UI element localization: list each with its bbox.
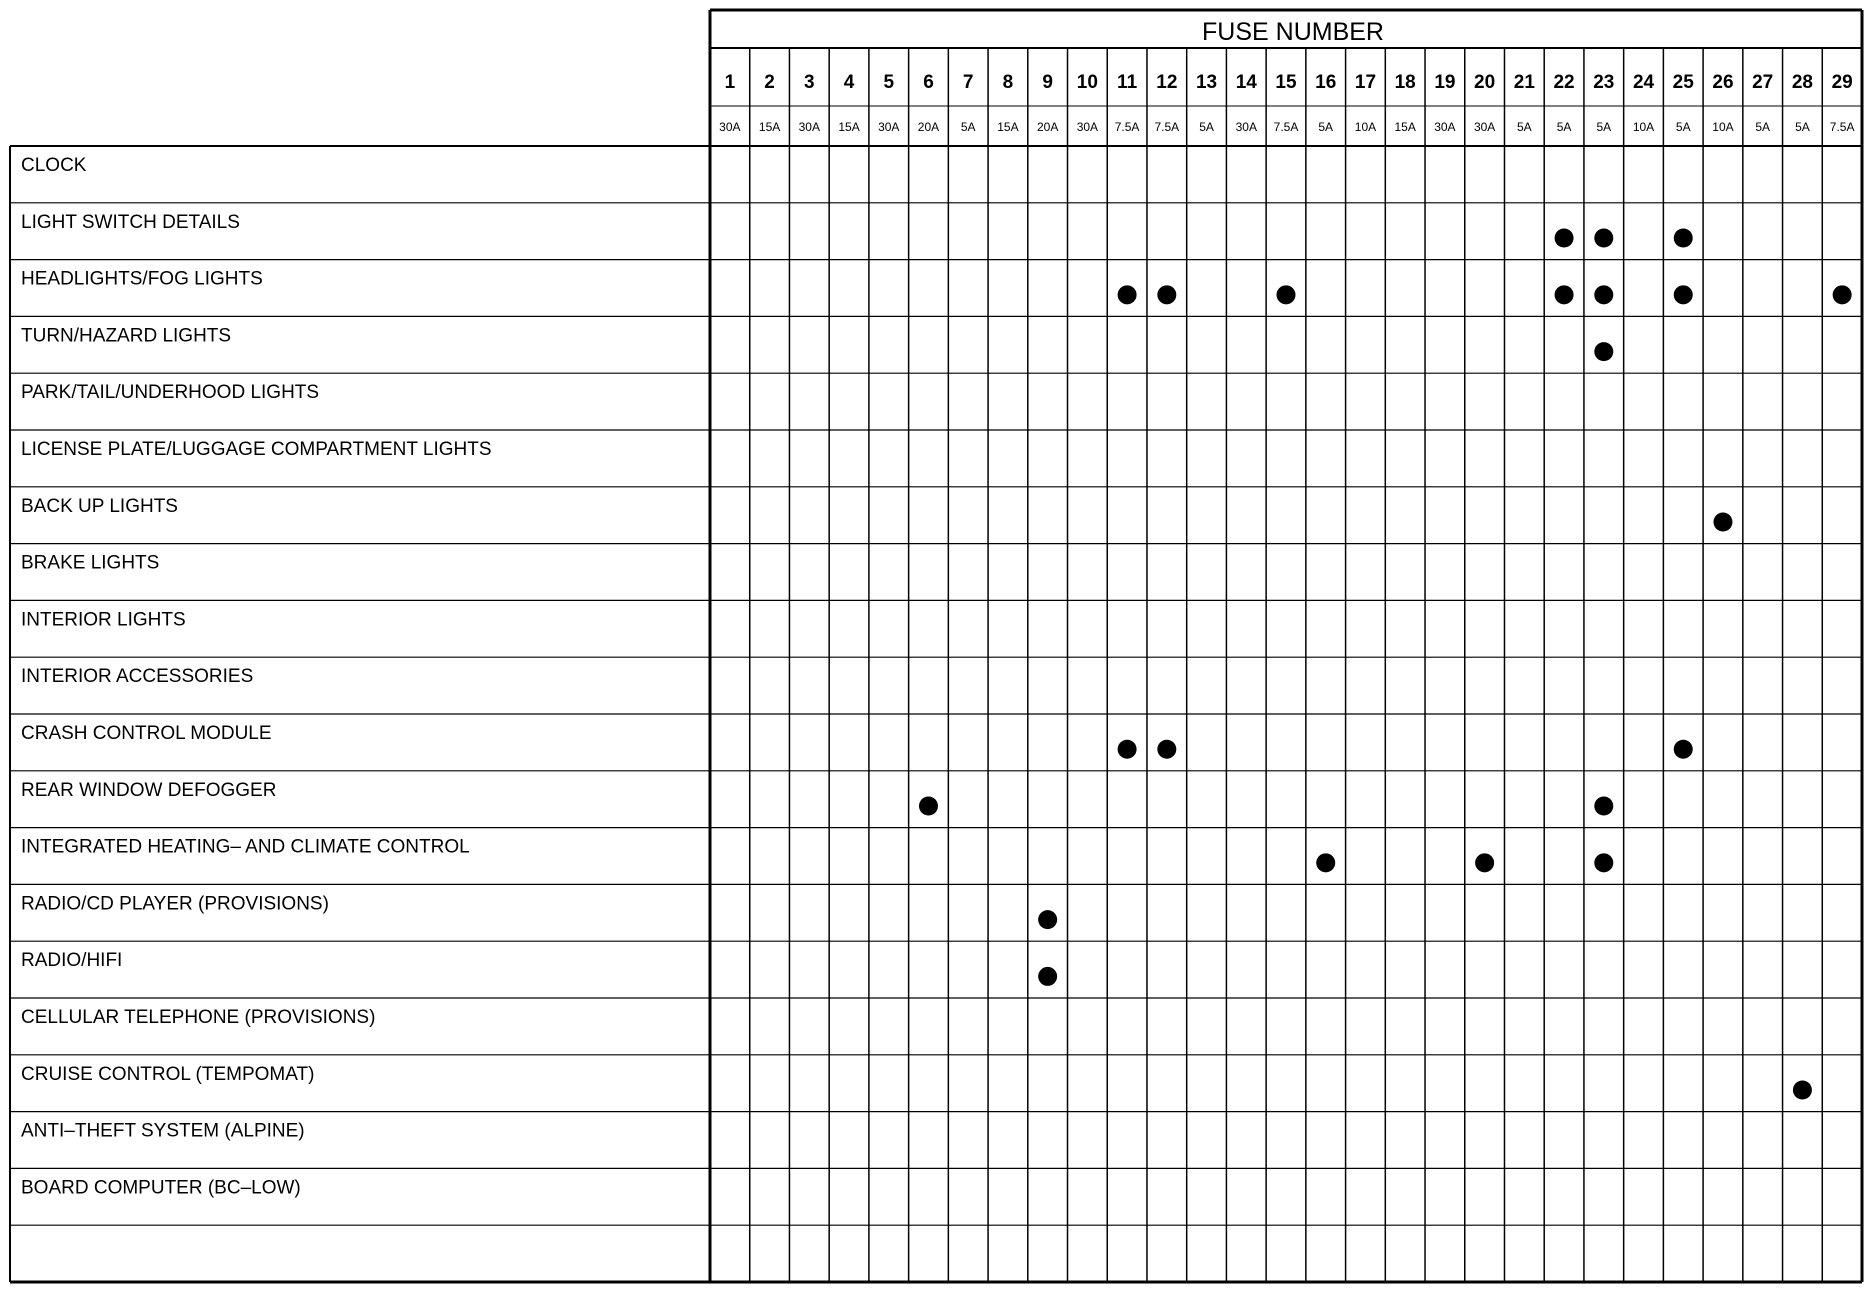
row-label: BACK UP LIGHTS [21,495,178,517]
row-label: ANTI–THEFT SYSTEM (ALPINE) [21,1120,305,1142]
fuse-number-5: 5 [883,72,895,93]
row-label: TURN/HAZARD LIGHTS [21,325,232,347]
fuse-dot-25 [1674,740,1693,759]
fuse-rating-24: 10A [1632,120,1655,134]
row-label: LIGHT SWITCH DETAILS [21,211,240,233]
fuse-number-23: 23 [1593,72,1615,93]
row-label: CRASH CONTROL MODULE [21,723,272,744]
fuse-rating-14: 30A [1235,120,1257,134]
fuse-rating-17: 10A [1354,120,1377,134]
fuse-dot-11 [1118,740,1137,759]
fuse-number-9: 9 [1042,72,1053,93]
fuse-number-8: 8 [1002,72,1014,93]
fuse-number-25: 25 [1672,72,1694,93]
grid-lines [10,10,1862,1282]
fuse-rating-11: 7.5A [1114,120,1140,134]
fuse-number-11: 11 [1117,72,1138,93]
fuse-dot-20 [1475,853,1494,872]
fuse-rating-3: 30A [798,120,820,134]
fuse-headers [719,72,1854,134]
fuse-number-27: 27 [1752,72,1774,93]
fuse-dot-23 [1594,797,1613,816]
fuse-number-3: 3 [804,72,815,93]
fuse-dot-11 [1118,285,1137,304]
row-label: INTERIOR LIGHTS [21,609,186,631]
fuse-number-14: 14 [1235,72,1257,93]
fuse-rating-13: 5A [1199,120,1214,134]
fuse-number-6: 6 [923,72,934,93]
row-label: PARK/TAIL/UNDERHOOD LIGHTS [21,382,320,404]
fuse-number-24: 24 [1632,72,1655,93]
fuse-number-10: 10 [1076,72,1098,93]
fuse-dot-22 [1555,229,1574,248]
fuse-number-22: 22 [1553,72,1575,93]
row-label: HEADLIGHTS/FOG LIGHTS [21,268,263,290]
fuse-rating-8: 15A [997,120,1019,134]
fuse-rating-12: 7.5A [1154,120,1180,134]
fuse-dot-23 [1594,285,1613,304]
fuse-dot-6 [919,797,938,816]
fuse-number-1: 1 [724,72,736,93]
row-label: RADIO/HIFI [21,950,123,972]
fuse-rating-1: 30A [719,120,741,134]
row-label: REAR WINDOW DEFOGGER [21,779,277,801]
fuse-number-title: FUSE NUMBER [1202,18,1384,46]
fuse-rating-27: 5A [1755,120,1771,134]
row-label: INTERIOR ACCESSORIES [21,666,254,688]
fuse-rating-18: 15A [1394,120,1416,134]
fuse-number-15: 15 [1275,72,1297,93]
fuse-dot-28 [1793,1081,1812,1100]
fuse-rating-28: 5A [1795,120,1810,134]
fuse-rating-5: 30A [878,120,900,134]
fuse-dot-12 [1157,285,1176,304]
row-label: INTEGRATED HEATING– AND CLIMATE CONTROL [21,836,470,858]
row-label: CRUISE CONTROL (TEMPOMAT) [21,1063,315,1085]
fuse-dot-15 [1277,285,1296,304]
fuse-dot-9 [1038,910,1057,929]
fuse-number-21: 21 [1513,72,1535,93]
fuse-dot-22 [1555,285,1574,304]
fuse-rating-26: 10A [1712,120,1734,134]
fuse-rating-21: 5A [1517,120,1532,134]
fuse-rating-7: 5A [960,120,976,134]
row-label: RADIO/CD PLAYER (PROVISIONS) [21,893,329,915]
fuse-dot-25 [1674,229,1693,248]
row-label: BOARD COMPUTER (BC–LOW) [21,1177,301,1199]
fuse-dot-9 [1038,967,1057,986]
fuse-number-17: 17 [1354,72,1377,93]
fuse-dot-23 [1594,853,1613,872]
fuse-rating-29: 7.5A [1829,120,1855,134]
fuse-dot-25 [1674,285,1693,304]
fuse-number-16: 16 [1315,72,1337,93]
fuse-number-4: 4 [843,72,855,93]
fuse-dot-29 [1833,285,1852,304]
row-label: LICENSE PLATE/LUGGAGE COMPARTMENT LIGHTS [21,439,492,460]
fuse-number-26: 26 [1712,72,1734,93]
fuse-dot-12 [1157,740,1176,759]
fuse-number-13: 13 [1195,72,1218,93]
fuse-number-12: 12 [1156,72,1178,93]
fuse-rating-23: 5A [1596,120,1612,134]
fuse-dot-23 [1594,229,1613,248]
fuse-number-20: 20 [1474,72,1496,93]
fuse-rating-22: 5A [1556,120,1572,134]
fuse-number-29: 29 [1831,72,1853,93]
row-label: BRAKE LIGHTS [21,552,160,574]
fuse-dot-23 [1594,342,1613,361]
fuse-rating-16: 5A [1318,120,1334,134]
fuse-number-18: 18 [1394,72,1416,93]
fuse-rating-10: 30A [1076,120,1099,134]
fuse-dot-26 [1713,513,1732,532]
row-labels [21,155,492,1198]
row-label: CLOCK [21,155,87,176]
fuse-number-2: 2 [764,72,775,93]
fuse-rating-19: 30A [1434,120,1456,134]
fuse-dot-16 [1316,853,1335,872]
fuse-rating-6: 20A [917,120,940,134]
fuse-rating-15: 7.5A [1273,120,1299,134]
row-label: CELLULAR TELEPHONE (PROVISIONS) [21,1007,376,1028]
fuse-rating-25: 5A [1675,120,1691,134]
fuse-number-19: 19 [1434,72,1456,93]
fuse-rating-2: 15A [758,120,781,134]
fuse-rating-20: 30A [1473,120,1496,134]
fuse-number-28: 28 [1791,72,1813,93]
fuse-rating-9: 20A [1036,120,1059,134]
fuse-number-7: 7 [962,72,974,93]
fuse-rating-4: 15A [838,120,860,134]
